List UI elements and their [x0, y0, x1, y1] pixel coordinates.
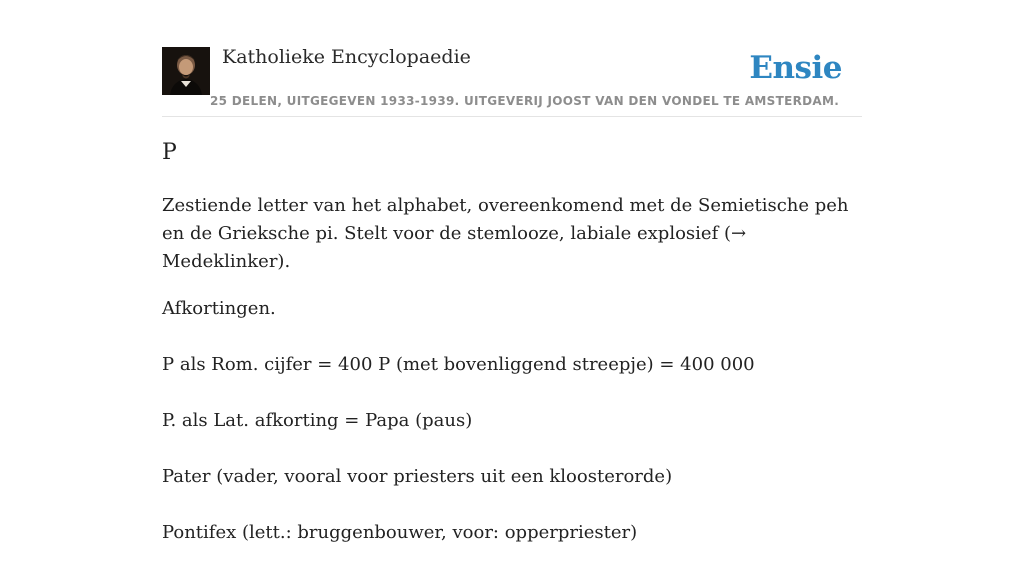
entry-line-2: P als Rom. cijfer = 400 P (met bovenliggend streepje) = 400 000: [162, 354, 755, 375]
entry-line-4: Pater (vader, vooral voor priesters uit een kloosterorde): [162, 466, 673, 487]
entry-line-1: Afkortingen.: [162, 298, 276, 319]
source-meta: 25 DELEN, UITGEGEVEN 1933-1939. UITGEVERIJ JOOST VAN DEN VONDEL TE AMSTERDAM.: [210, 94, 840, 108]
entry-line-3: P. als Lat. afkorting = Papa (paus): [162, 410, 473, 431]
portrait-icon: [162, 47, 210, 95]
brand-logo-link[interactable]: Ensie: [749, 50, 842, 86]
entry-content: [162, 192, 862, 575]
entry-title: P: [162, 140, 177, 165]
entry-line-5: Pontifex (lett.: bruggenbouwer, voor: opperpriester): [162, 522, 638, 543]
source-title[interactable]: Katholieke Encyclopaedie: [222, 46, 471, 68]
entry-intro: Zestiende letter van het alphabet, overeenkomend met de Semietische peh en de Grieksche pi. Stelt voor de stemlooze, labiale explosief (→ Medeklinker).: [162, 195, 849, 272]
source-header: [162, 44, 862, 117]
portrait-avatar[interactable]: [162, 47, 210, 95]
